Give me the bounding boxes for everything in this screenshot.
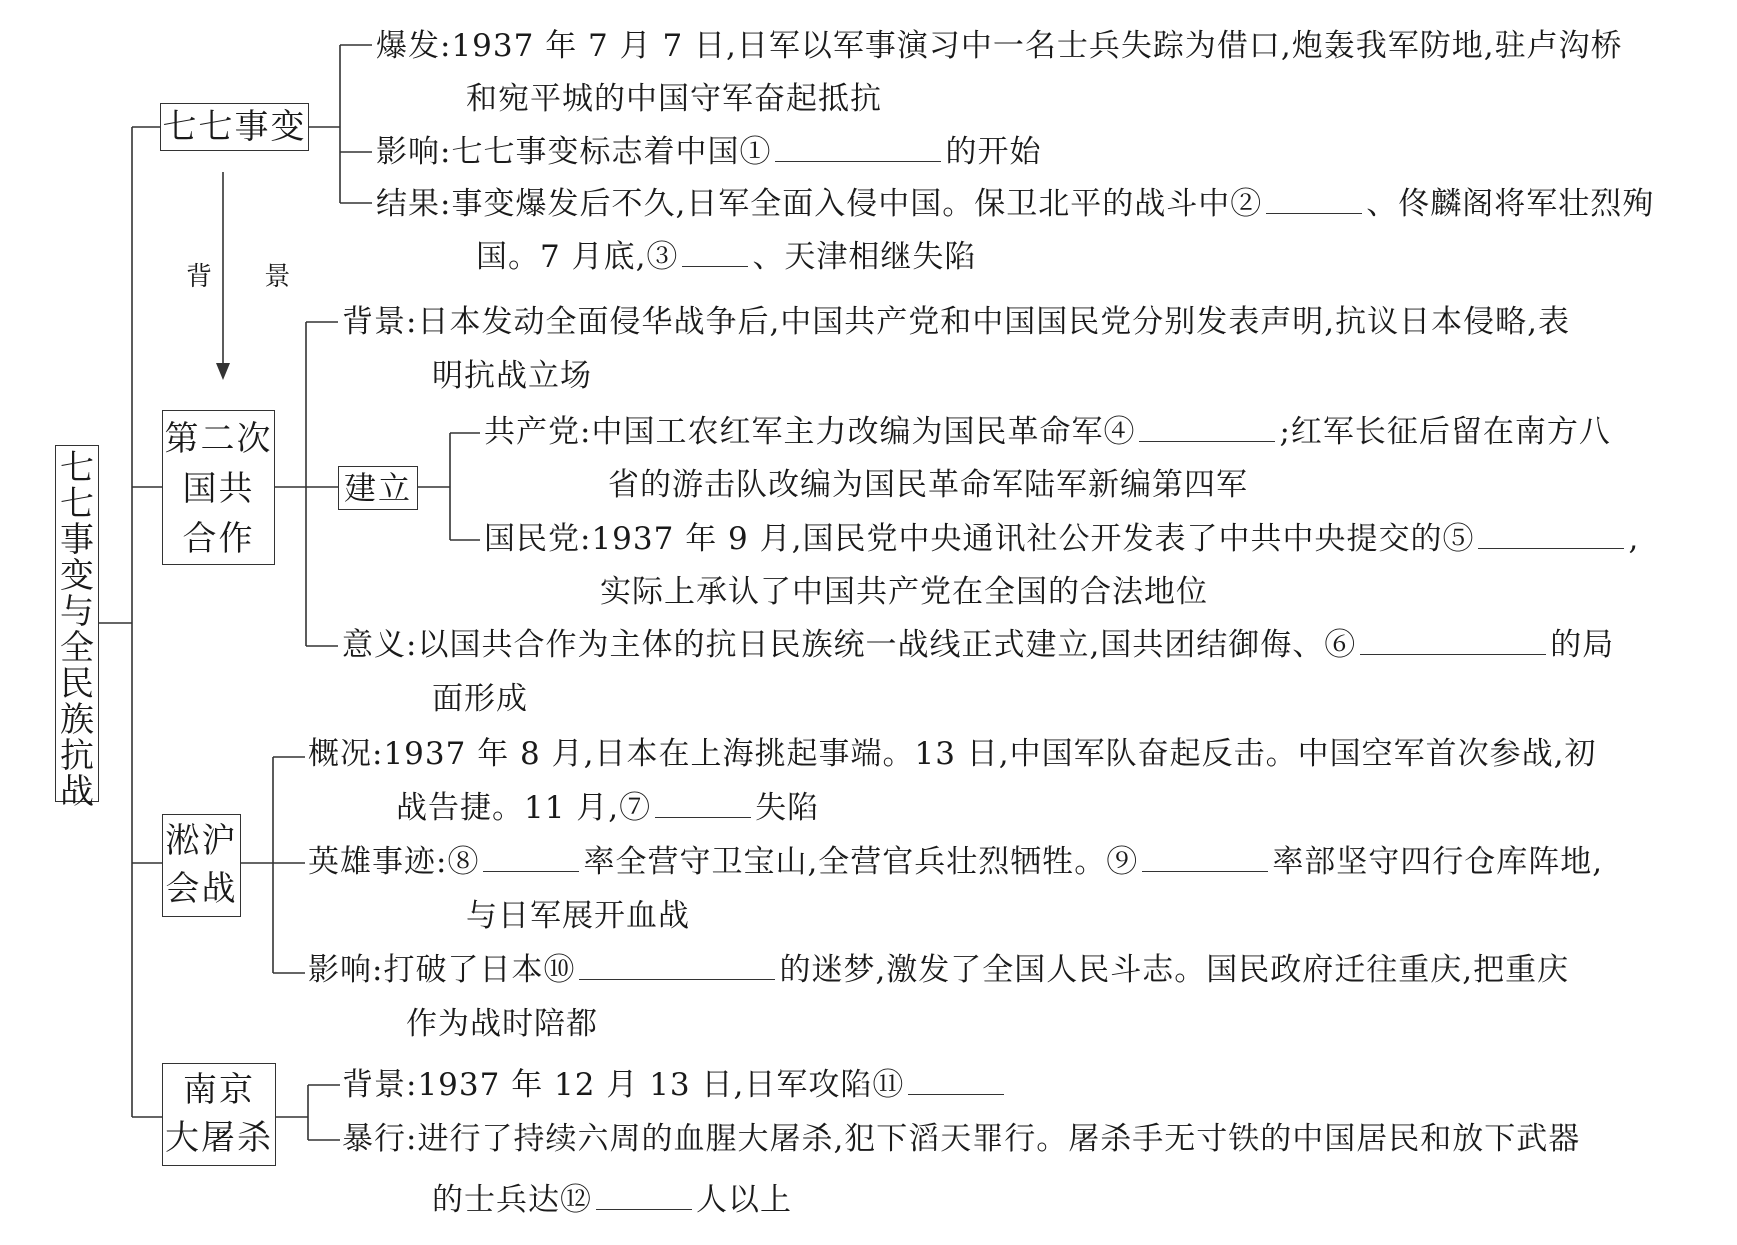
establish-box	[338, 466, 418, 510]
coop-meaning-line2: 面形成	[432, 681, 528, 717]
qiqi-impact-post: 的开始	[945, 134, 1042, 170]
songhu-impact-post: 的迷梦,激发了全国人民斗志。国民政府迁往重庆,把重庆	[779, 952, 1570, 988]
qiqi-impact-pre: 影响:七七事变标志着中国①	[376, 134, 772, 170]
nanjing-title-box	[162, 1063, 276, 1166]
blank-4[interactable]	[1139, 413, 1275, 442]
blank-10[interactable]	[579, 951, 775, 980]
background-arrow-label: 背 景	[186, 262, 313, 292]
qiqi-result2-pre: 国。7 月底,③	[476, 239, 679, 275]
nanjing-atrocity-line2	[432, 1180, 792, 1220]
songhu-overview: 概况:1937 年 8 月,日本在上海挑起事端。13 日,中国军队奋起反击。中国空军首次参战,初	[308, 736, 1597, 772]
songhu-hero-line2: 与日军展开血战	[466, 898, 690, 934]
blank-9[interactable]	[1142, 843, 1268, 872]
qiqi-impact	[376, 132, 1041, 172]
coop-kmt	[484, 519, 1639, 559]
songhu-impact-pre: 影响:打破了日本⑩	[308, 952, 576, 988]
coop-meaning	[342, 625, 1614, 665]
coop-background-line2: 明抗战立场	[432, 358, 592, 394]
songhu-overview-line2	[396, 788, 819, 828]
songhu-title-box	[162, 814, 241, 917]
coop-ccp-post: ;红军长征后留在南方八	[1279, 414, 1611, 450]
blank-8[interactable]	[483, 843, 579, 872]
coop-title-3: 合作	[182, 519, 255, 559]
coop-title-box	[162, 410, 275, 565]
qiqi-title: 七七事变	[162, 107, 307, 147]
songhu-impact	[308, 950, 1569, 990]
coop-title-1: 第二次	[164, 419, 273, 459]
nanjing-background-pre: 背景:1937 年 12 月 13 日,日军攻陷⑪	[342, 1067, 905, 1103]
blank-5[interactable]	[1478, 520, 1624, 549]
songhu-impact-line2: 作为战时陪都	[406, 1006, 598, 1042]
qiqi-result-post: 、佟麟阁将军壮烈殉	[1366, 186, 1655, 222]
qiqi-result	[376, 184, 1654, 224]
qiqi-result-pre: 结果:事变爆发后不久,日军全面入侵中国。保卫北平的战斗中②	[376, 186, 1263, 222]
qiqi-outbreak-line1: 爆发:1937 年 7 月 7 日,日军以军事演习中一名士兵失踪为借口,炮轰我军防地,驻卢沟桥	[376, 28, 1623, 64]
songhu-overview2-pre: 战告捷。11 月,⑦	[396, 790, 652, 826]
songhu-overview2-post: 失陷	[755, 790, 820, 826]
songhu-hero	[308, 842, 1603, 882]
coop-ccp-pre: 共产党:中国工农红军主力改编为国民革命军④	[484, 414, 1136, 450]
blank-1[interactable]	[775, 133, 941, 162]
nanjing-atrocity: 暴行:进行了持续六周的血腥大屠杀,犯下滔天罪行。屠杀手无寸铁的中国居民和放下武器	[342, 1121, 1581, 1157]
songhu-hero-mid: 率全营守卫宝山,全营官兵壮烈牺牲。⑨	[583, 844, 1139, 880]
qiqi-result2-post: 、天津相继失陷	[752, 239, 977, 275]
coop-title-2: 国共	[182, 469, 255, 509]
coop-meaning-post: 的局	[1550, 627, 1615, 663]
root-title	[55, 445, 99, 812]
qiqi-outbreak-line2: 和宛平城的中国守军奋起抵抗	[466, 81, 882, 117]
songhu-hero-pre: 英雄事迹:⑧	[308, 844, 480, 880]
blank-11[interactable]	[908, 1066, 1004, 1095]
nanjing-title-2: 大屠杀	[165, 1118, 273, 1158]
root-title-text: 七七事变与全民族抗战	[60, 448, 94, 812]
coop-background-line1: 背景:日本发动全面侵华战争后,中国共产党和中国国民党分别发表声明,抗议日本侵略,表	[342, 304, 1571, 340]
nanjing-atrocity2-post: 人以上	[696, 1182, 792, 1218]
songhu-title-1: 淞沪	[165, 821, 238, 861]
coop-meaning-pre: 意义:以国共合作为主体的抗日民族统一战线正式建立,国共团结御侮、⑥	[342, 627, 1357, 663]
coop-kmt-pre: 国民党:1937 年 9 月,国民党中央通讯社公开发表了中共中央提交的⑤	[484, 521, 1475, 557]
blank-7[interactable]	[655, 789, 751, 818]
coop-kmt-line2: 实际上承认了中国共产党在全国的合法地位	[600, 574, 1208, 610]
coop-ccp	[484, 412, 1611, 452]
blank-6[interactable]	[1360, 626, 1546, 655]
qiqi-title-box	[160, 103, 309, 151]
blank-12[interactable]	[596, 1181, 692, 1210]
coop-ccp-line2: 省的游击队改编为国民革命军陆军新编第四军	[608, 467, 1248, 503]
songhu-hero-post: 率部坚守四行仓库阵地,	[1272, 844, 1604, 880]
songhu-title-2: 会战	[165, 869, 238, 909]
nanjing-atrocity2-pre: 的士兵达⑫	[432, 1182, 592, 1218]
establish-label: 建立	[343, 469, 412, 507]
coop-kmt-post: ,	[1628, 521, 1640, 557]
blank-2[interactable]	[1266, 185, 1362, 214]
qiqi-result-line2	[476, 237, 976, 277]
nanjing-title-1: 南京	[183, 1070, 255, 1110]
blank-3[interactable]	[682, 238, 748, 267]
nanjing-background	[342, 1065, 1008, 1105]
